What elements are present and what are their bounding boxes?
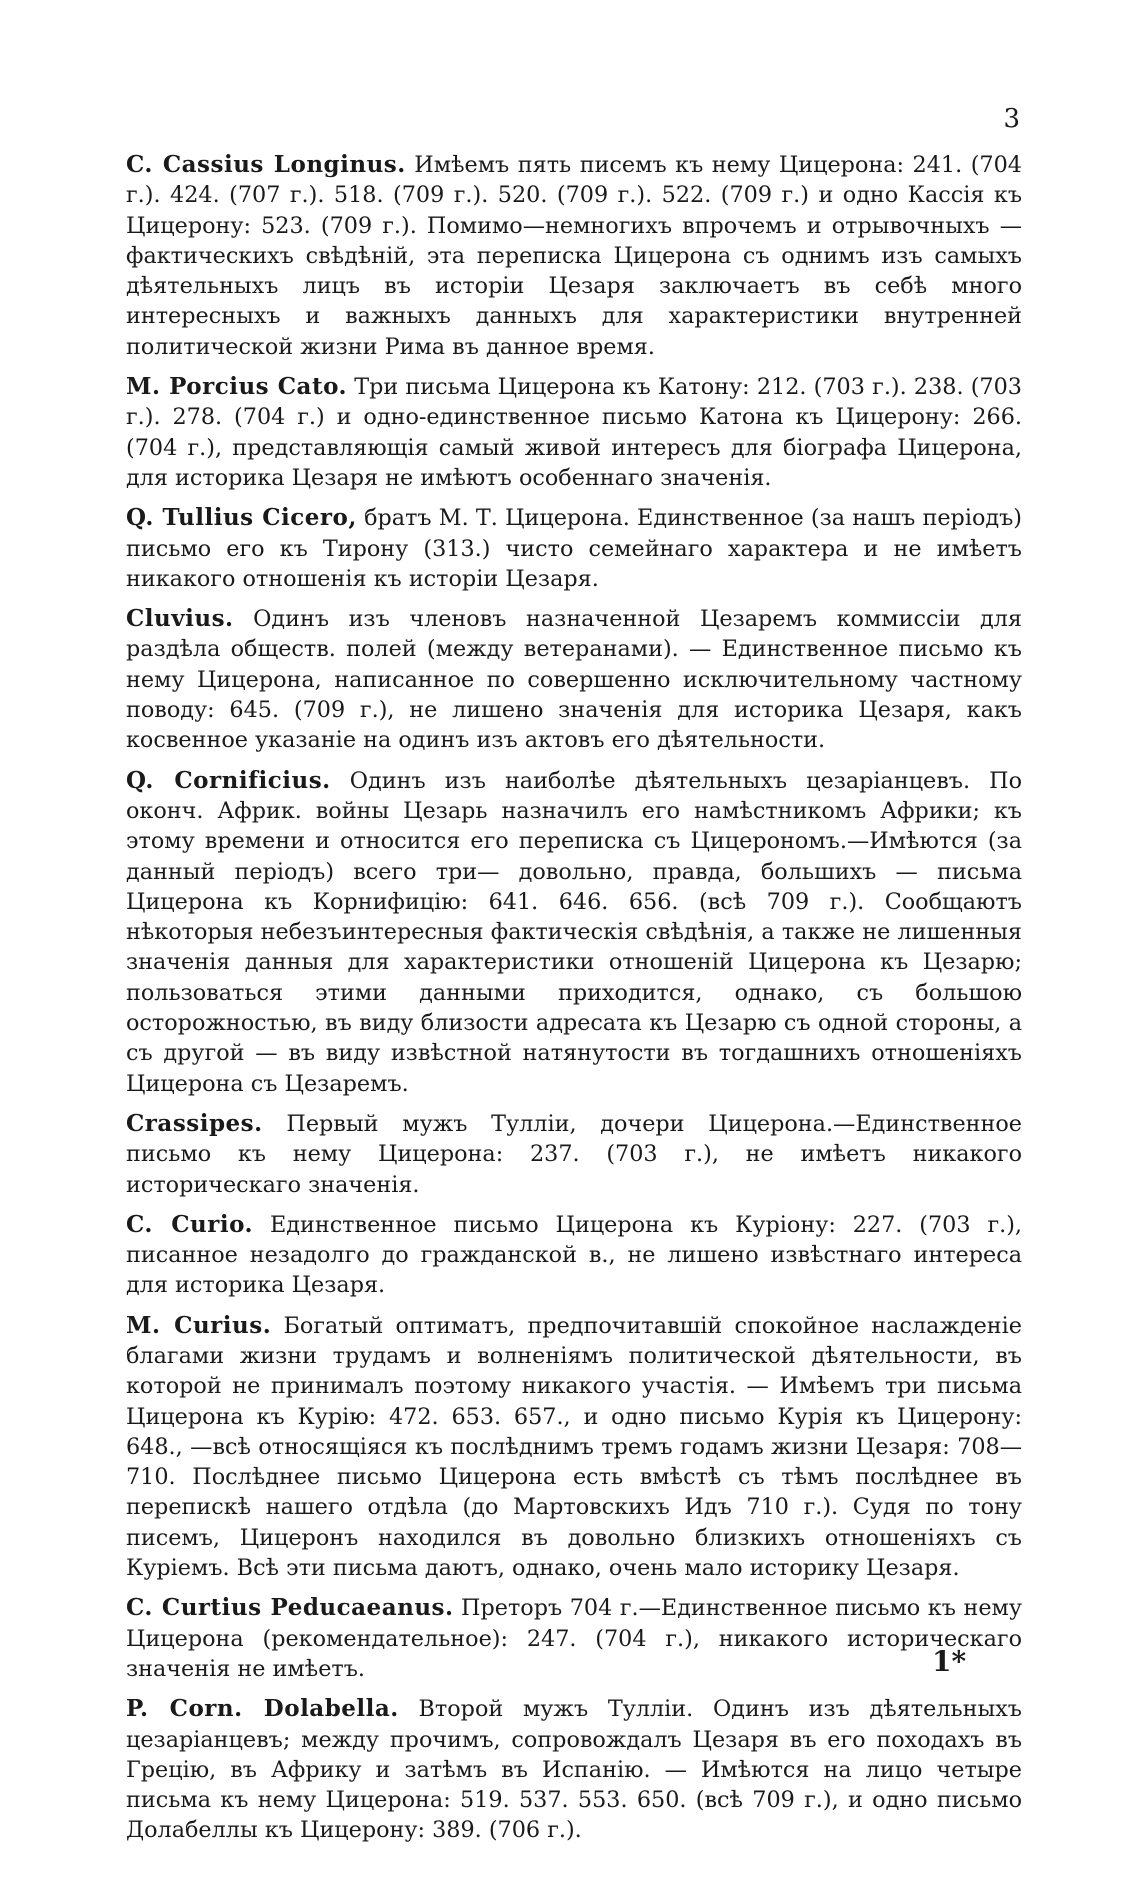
entry-name: C. Curtius Peducaeanus. xyxy=(126,1594,454,1622)
entry-text: Одинъ изъ членовъ назначенной Цезаремъ коммиссіи для раздѣла обществ. полей (между ветеранами). — Единственное письмо къ нему Цицерона, написанное по совершенно исключительному частному поводу: 645. (709 г.), не лишено значенія для историка Цезаря, какъ косвенное указаніе на одинъ изъ актовъ его дѣятельности. xyxy=(126,606,1022,754)
entry-text: Второй мужъ Тулліи. Одинъ изъ дѣятельныхъ цезаріанцевъ; между прочимъ, сопровождалъ Цезаря въ его походахъ въ Грецію, въ Африку и затѣмъ въ Испанію. — Имѣются на лицо четыре письма къ нему Цицерона: 519. 537. 553. 650. (всѣ 709 г.), и одно письмо Долабеллы къ Цицерону: 389. (706 г.). xyxy=(126,1696,1022,1844)
entry-dolabella xyxy=(126,1694,1022,1845)
entry-crassipes xyxy=(126,1109,1022,1200)
entry-cassius-longinus xyxy=(126,150,1022,362)
entry-tullius-cicero xyxy=(126,503,1022,594)
entry-text: Преторъ 704 г.—Единственное письмо къ нему Цицерона (рекомендательное): 247. (704 г.), никакого историческаго значенія не имѣетъ. xyxy=(126,1595,1022,1682)
entry-text: Одинъ изъ наиболѣе дѣятельныхъ цезаріанцевъ. По оконч. Африк. войны Цезарь назначилъ его намѣстникомъ Африки; къ этому времени и относится его переписка съ Цицерономъ.—Имѣются (за данный періодъ) всего три— довольно, правда, большихъ — письма Цицерона къ Корнифицію: 641. 646. 656. (всѣ 709 г.). Сообщаютъ нѣкоторыя небезъинтересныя фактическія свѣдѣнія, а также не лишенныя значенія данныя для характеристики отношеній Цицерона къ Цезарю; пользоваться этими данными приходится, однако, съ большою осторожностью, въ виду близости адресата къ Цезарю съ одной стороны, а съ другой — въ виду извѣстной натянутости въ тогдашнихъ отношеніяхъ Цицерона съ Цезаремъ. xyxy=(126,767,1022,1097)
entry-text: Имѣемъ пять писемъ къ нему Цицерона: 241. (704 г.). 424. (707 г.). 518. (709 г.). 520. (709 г.). 522. (709 г.) и одно Кассія къ Цицерону: 523. (709 г.). Помимо—немногихъ впрочемъ и отрывочныхъ — фактическихъ свѣдѣній, эта переписка Цицерона съ однимъ изъ самыхъ дѣятельныхъ лицъ въ исторіи Цезаря заключаетъ въ себѣ много интересныхъ и важныхъ данныхъ для характеристики внутренней политической жизни Рима въ данное время. xyxy=(126,152,1022,360)
entry-text: Богатый оптиматъ, предпочитавшій спокойное наслажденіе благами жизни трудамъ и волненіямъ политической дѣятельности, въ которой не принималъ поэтому никакого участія. — Имѣемъ три письма Цицерона къ Курію: 472. 653. 657., и одно письмо Курія къ Цицерону: 648., —всѣ относящіяся къ послѣднимъ тремъ годамъ жизни Цезаря: 708—710. Послѣднее письмо Цицерона есть вмѣстѣ съ тѣмъ послѣднее въ перепискѣ нашего отдѣла (до Мартовскихъ Идъ 710 г.). Судя по тону писемъ, Цицеронъ находился въ довольно близкихъ отношеніяхъ съ Куріемъ. Всѣ эти письма даютъ, однако, очень мало историку Цезаря. xyxy=(126,1312,1022,1582)
entry-text: братъ М. Т. Цицерона. Единственное (за нашъ періодъ) письмо его къ Тирону (313.) чисто семейнаго характера и не имѣетъ никакого отношенія къ исторіи Цезаря. xyxy=(126,505,1022,592)
entry-name: M. Porcius Cato. xyxy=(126,373,348,401)
entry-name: Q. Cornificius. xyxy=(126,766,331,794)
entry-name: C. Curio. xyxy=(126,1210,254,1238)
printer-signature-mark: 1* xyxy=(932,1645,967,1678)
entry-name: P. Corn. Dolabella. xyxy=(126,1695,399,1723)
entry-name: C. Cassius Longinus. xyxy=(126,151,406,178)
entry-name: M. Curius. xyxy=(126,1311,272,1339)
entry-curius xyxy=(126,1311,1022,1584)
entry-name: Crassipes. xyxy=(126,1109,263,1137)
entry-name: Q. Tullius Cicero, xyxy=(126,504,357,532)
entry-curtius-peducaeanus xyxy=(126,1593,1022,1684)
entry-cluvius xyxy=(126,604,1022,755)
page-number: 3 xyxy=(1003,104,1020,134)
entry-porcius-cato xyxy=(126,372,1022,493)
entry-text: Три письма Цицерона къ Катону: 212. (703 г.). 238. (703 г.). 278. (704 г.) и одно-единственное письмо Катона къ Цицерону: 266. (704 г.), представляющія самый живой интересъ для біографа Цицерона, для историка Цезаря не имѣютъ особеннаго значенія. xyxy=(126,374,1022,491)
entry-name: Cluvius. xyxy=(126,605,234,633)
page-body xyxy=(126,150,1022,1856)
entry-cornificius xyxy=(126,766,1022,1099)
entry-text: Первый мужъ Тулліи, дочери Цицерона.—Единственное письмо къ нему Цицерона: 237. (703 г.), не имѣетъ никакого историческаго значенія. xyxy=(126,1110,1022,1198)
entry-curio xyxy=(126,1210,1022,1301)
entry-text: Единственное письмо Цицерона къ Куріону: 227. (703 г.), писанное незадолго до гражданской в., не лишено извѣстнаго интереса для историка Цезаря. xyxy=(126,1211,1022,1299)
